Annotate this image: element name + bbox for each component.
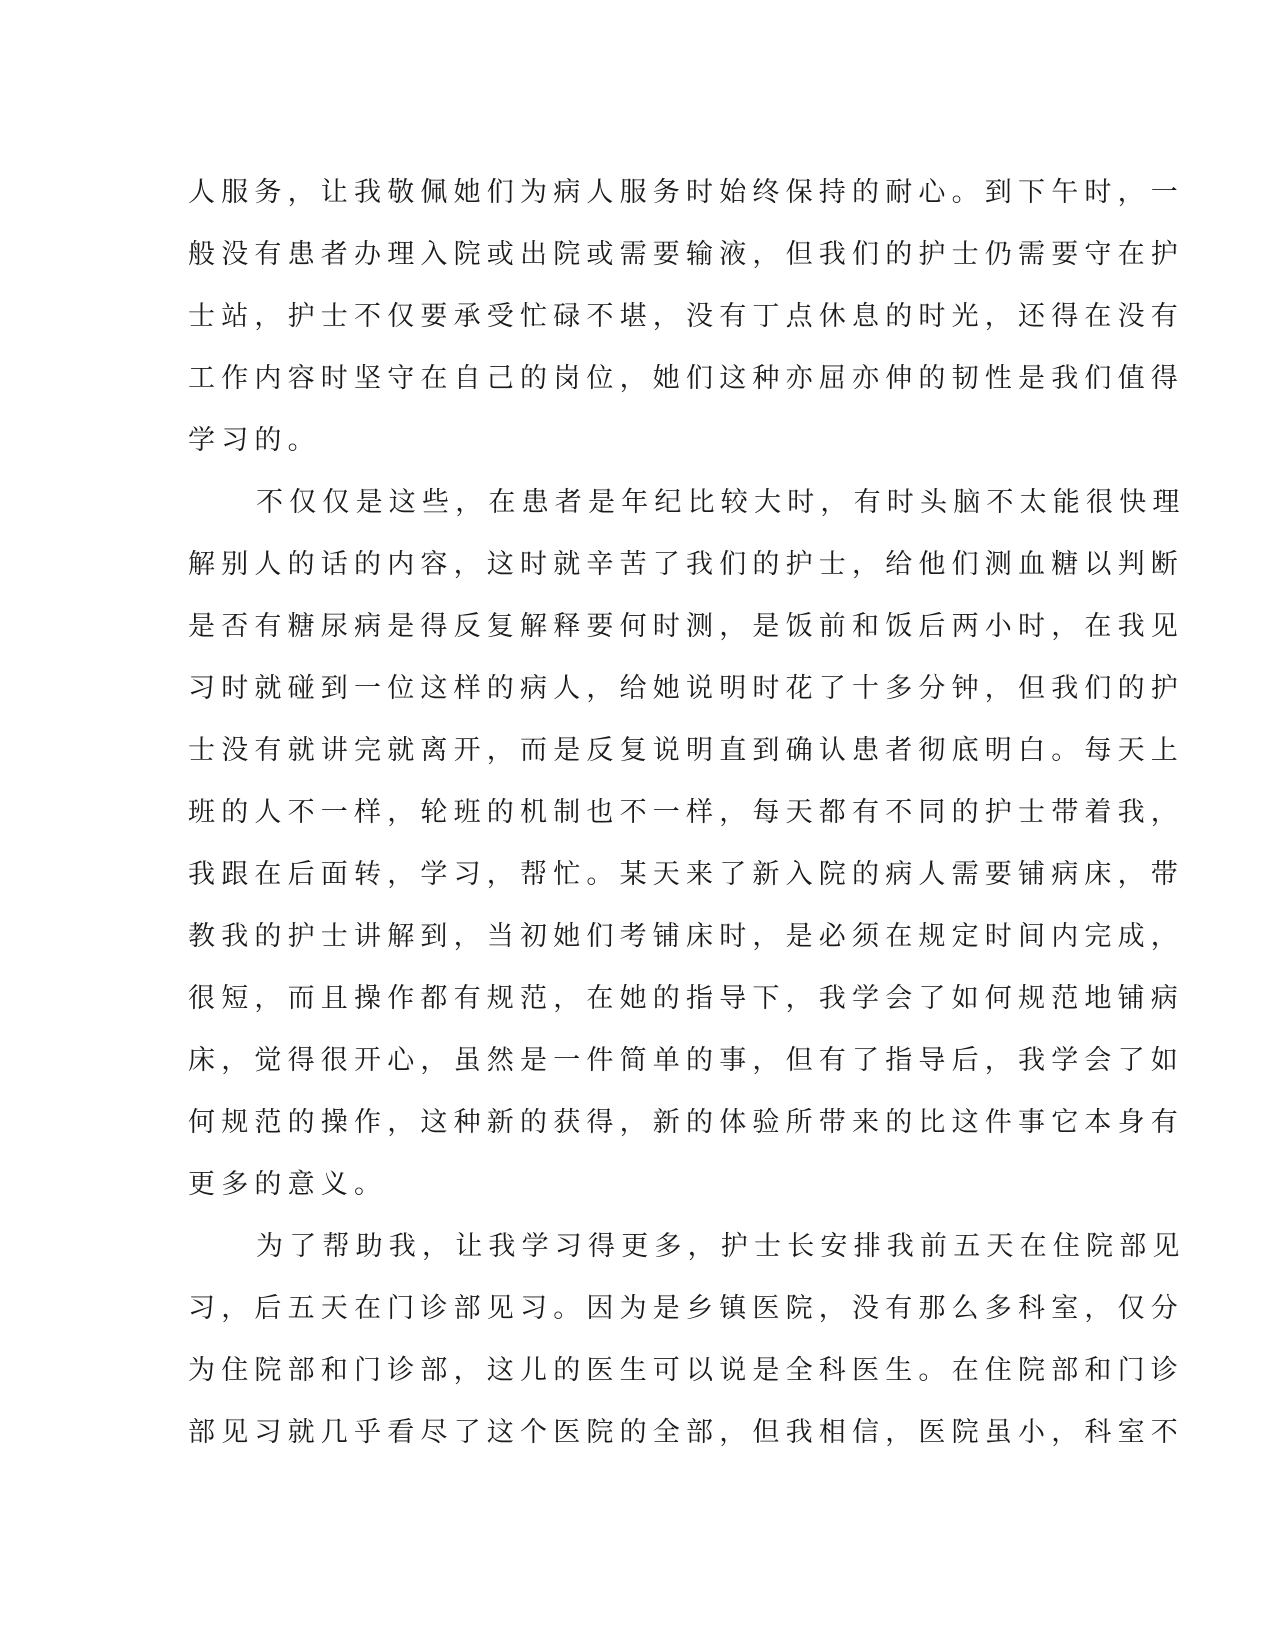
text-line: 何规范的操作，这种新的获得，新的体验所带来的比这件事它本身有 (188, 1107, 1184, 1138)
text-line: 人服务，让我敬佩她们为病人服务时始终保持的耐心。到下午时，一 (188, 177, 1184, 208)
text-line: 学习的。 (188, 425, 321, 456)
paragraph-first-line: 为了帮助我，让我学习得更多，护士长安排我前五天在住院部见 (256, 1231, 1186, 1262)
text-line: 班的人不一样，轮班的机制也不一样，每天都有不同的护士带着我， (188, 797, 1184, 828)
text-line: 部见习就几乎看尽了这个医院的全部，但我相信，医院虽小，科室不 (188, 1417, 1184, 1448)
text-line: 般没有患者办理入院或出院或需要输液，但我们的护士仍需要守在护 (188, 239, 1184, 270)
text-line: 习时就碰到一位这样的病人，给她说明时花了十多分钟，但我们的护 (188, 673, 1184, 704)
text-line: 是否有糖尿病是得反复解释要何时测，是饭前和饭后两小时，在我见 (188, 611, 1184, 642)
text-line: 教我的护士讲解到，当初她们考铺床时，是必须在规定时间内完成， (188, 921, 1184, 952)
text-line: 习，后五天在门诊部见习。因为是乡镇医院，没有那么多科室，仅分 (188, 1293, 1184, 1324)
document-body (188, 162, 1186, 1464)
paragraph-first-line: 不仅仅是这些，在患者是年纪比较大时，有时头脑不太能很快理 (256, 487, 1186, 518)
text-line: 为住院部和门诊部，这儿的医生可以说是全科医生。在住院部和门诊 (188, 1355, 1184, 1386)
text-line: 我跟在后面转，学习，帮忙。某天来了新入院的病人需要铺病床，带 (188, 859, 1184, 890)
text-line: 解别人的话的内容，这时就辛苦了我们的护士，给他们测血糖以判断 (188, 549, 1184, 580)
text-line: 很短，而且操作都有规范，在她的指导下，我学会了如何规范地铺病 (188, 983, 1184, 1014)
text-line: 士没有就讲完就离开，而是反复说明直到确认患者彻底明白。每天上 (188, 735, 1184, 766)
text-line: 床，觉得很开心，虽然是一件简单的事，但有了指导后，我学会了如 (188, 1045, 1184, 1076)
text-line: 士站，护士不仅要承受忙碌不堪，没有丁点休息的时光，还得在没有 (188, 301, 1184, 332)
text-line: 工作内容时坚守在自己的岗位，她们这种亦屈亦伸的韧性是我们值得 (188, 363, 1184, 394)
text-line: 更多的意义。 (188, 1169, 388, 1200)
